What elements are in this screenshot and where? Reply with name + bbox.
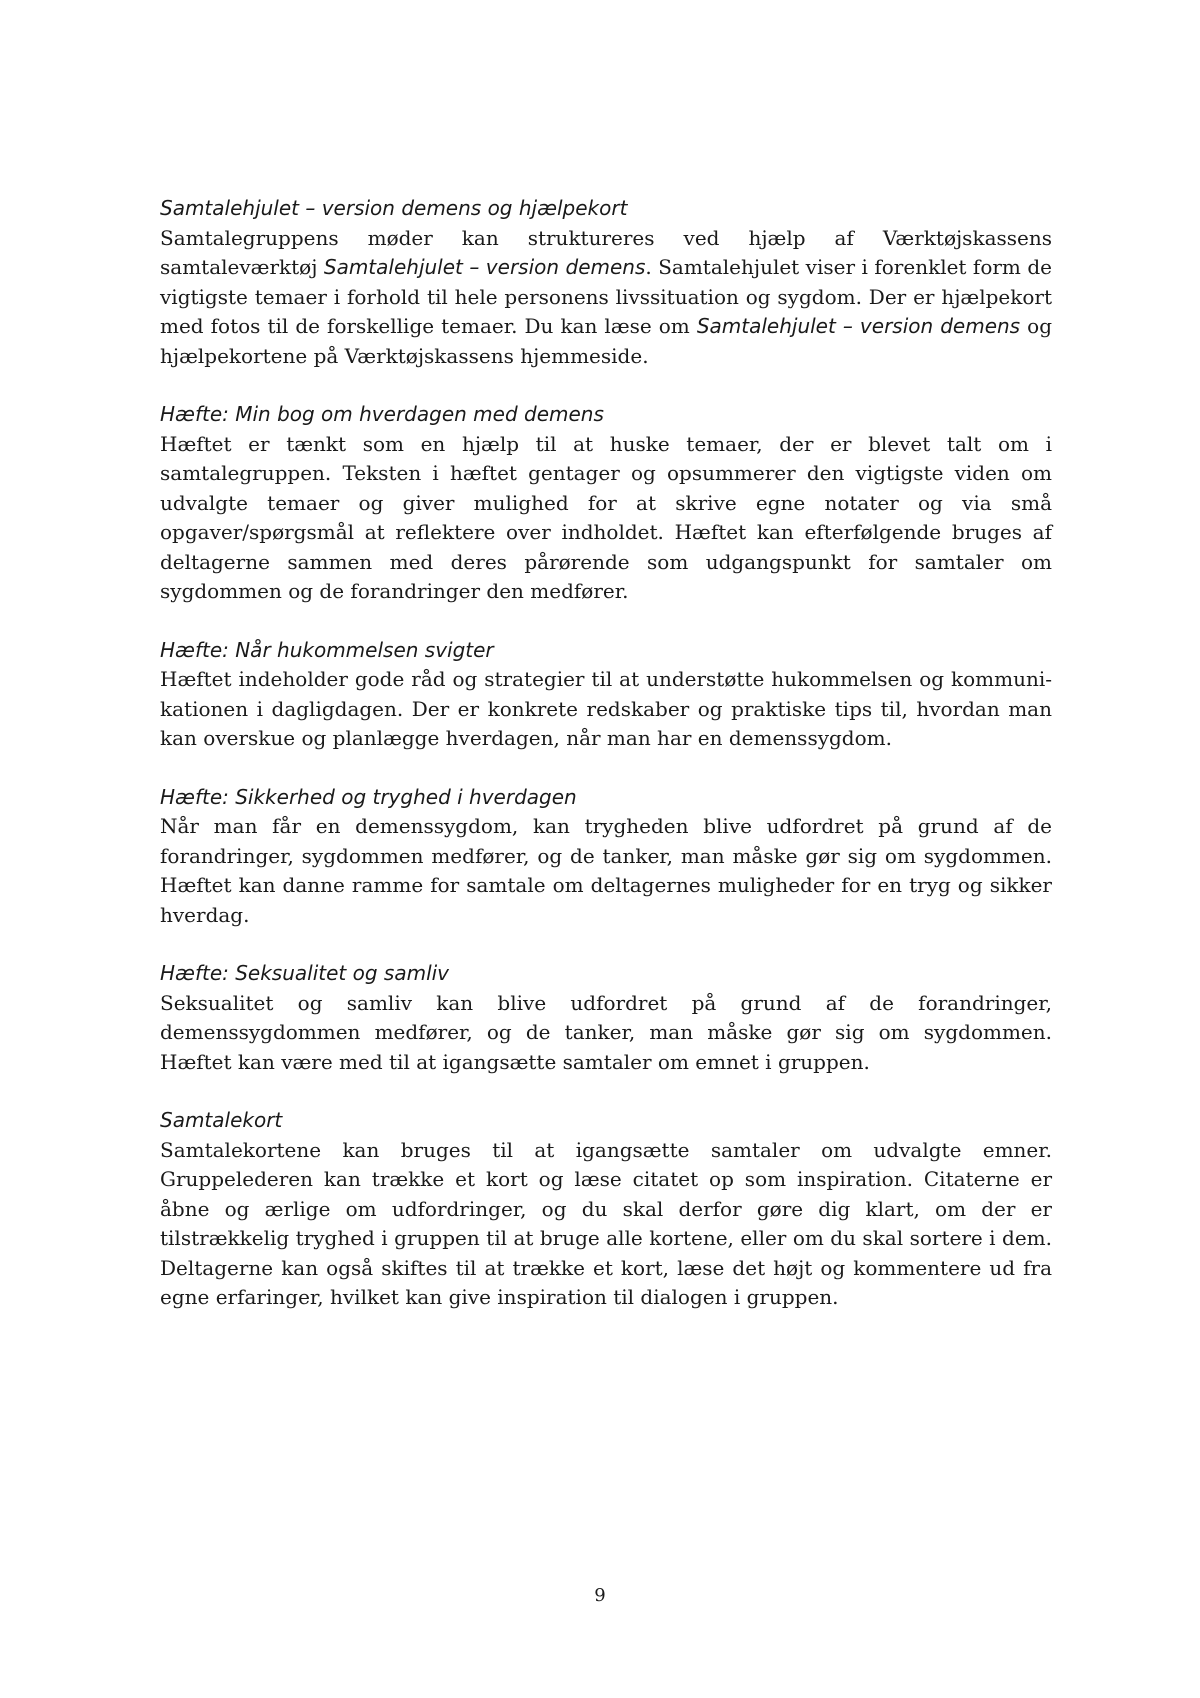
section-heading: Samtalehjulet – version demens og hjælpekort xyxy=(160,196,628,220)
section-heading: Hæfte: Sikkerhed og tryghed i hverdagen xyxy=(160,784,577,809)
body-text: Når man får en demenssygdom, kan trygheden blive udfordret på grund af de forandringer, sygdommen medfører, og de tanker, man måske gør sig om sygdommen. Hæftet kan danne ramme for samtale om deltagernes muligheder for en tryg og sikker hverdag. xyxy=(160,814,1052,927)
section-samtalehjulet xyxy=(160,194,1052,371)
document-page xyxy=(160,194,1052,1342)
section-body xyxy=(160,812,1052,930)
body-text: Hæftet indeholder gode råd og strategier til at understøtte hukommelsen og kommunikationen i dagligdagen. Der er konkrete redskaber og praktiske tips til, hvordan man kan overskue og planlægge hverdagen, når man har en demenssygdom. xyxy=(160,667,1052,750)
section-sikkerhed xyxy=(160,783,1052,931)
body-text: Seksualitet og samliv kan blive udfordret på grund af de forandringer, demenssygdommen medfører, og de tanker, man måske gør sig om sygdommen. Hæftet kan være med til at igangsætte samtaler om emnet i gruppen. xyxy=(160,990,1052,1074)
section-body xyxy=(160,1136,1052,1313)
body-text: Samtalekortene kan bruges til at igangsætte samtaler om udvalgte emner. Gruppelederen kan trække et kort og læse citatet op som inspiration. Citaterne er åbne og ærlige om udfordringer, og du skal derfor gøre dig klart, om der er tilstrækkelig tryghed i gruppen til at bruge alle kortene, eller om du skal sortere i dem. Deltagerne kan også skiftes til at trække et kort, læse det højt og kommentere ud fra egne erfaringer, hvilket kan give inspiration til dialogen i gruppen. xyxy=(160,1137,1052,1309)
section-heading: Hæfte: Når hukommelsen svigter xyxy=(160,637,494,662)
section-min-bog xyxy=(160,400,1052,607)
body-text: Samtalegruppens møder kan struktureres ved hjælp af Værktøjskassens samtaleværktøj xyxy=(160,225,1052,279)
body-text: . Samtalehjulet viser i forenklet form de vigtigste temaer i forhold til hele personens livssituation og sygdom. Der er hjælpekort med fotos til de forskellige temaer. Du kan læse om xyxy=(160,255,1052,338)
section-heading: Samtalekort xyxy=(160,1108,283,1132)
page-number: 9 xyxy=(594,1585,606,1606)
section-heading: Hæfte: Min bog om hverdagen med demens xyxy=(160,402,604,426)
body-text: og hjælpekortene på Værktøjskassens hjemmeside. xyxy=(160,314,1052,368)
section-body xyxy=(160,665,1052,754)
section-body xyxy=(160,989,1052,1078)
body-text: Hæftet er tænkt som en hjælp til at huske temaer, der er blevet talt om i samtalegruppen. Teksten i hæftet gentager og opsummerer den vigtigste viden om udvalgte temaer og giver mulighed for at skrive egne notater og via små opgaver/spørgsmål at reflektere over indholdet. Hæftet kan efterfølgende bruges af deltagerne sammen med deres pårørende som udgangspunkt for samtaler om sygdommen og de forandringer den medfører. xyxy=(160,431,1052,603)
section-hukommelsen xyxy=(160,636,1052,754)
section-seksualitet xyxy=(160,959,1052,1077)
section-samtalekort xyxy=(160,1106,1052,1313)
body-text-emphasis: Samtalehjulet – version demens xyxy=(323,255,646,279)
section-heading: Hæfte: Seksualitet og samliv xyxy=(160,961,450,985)
section-body xyxy=(160,430,1052,607)
section-body xyxy=(160,224,1052,372)
body-text-emphasis: Samtalehjulet – version demens xyxy=(696,314,1021,338)
